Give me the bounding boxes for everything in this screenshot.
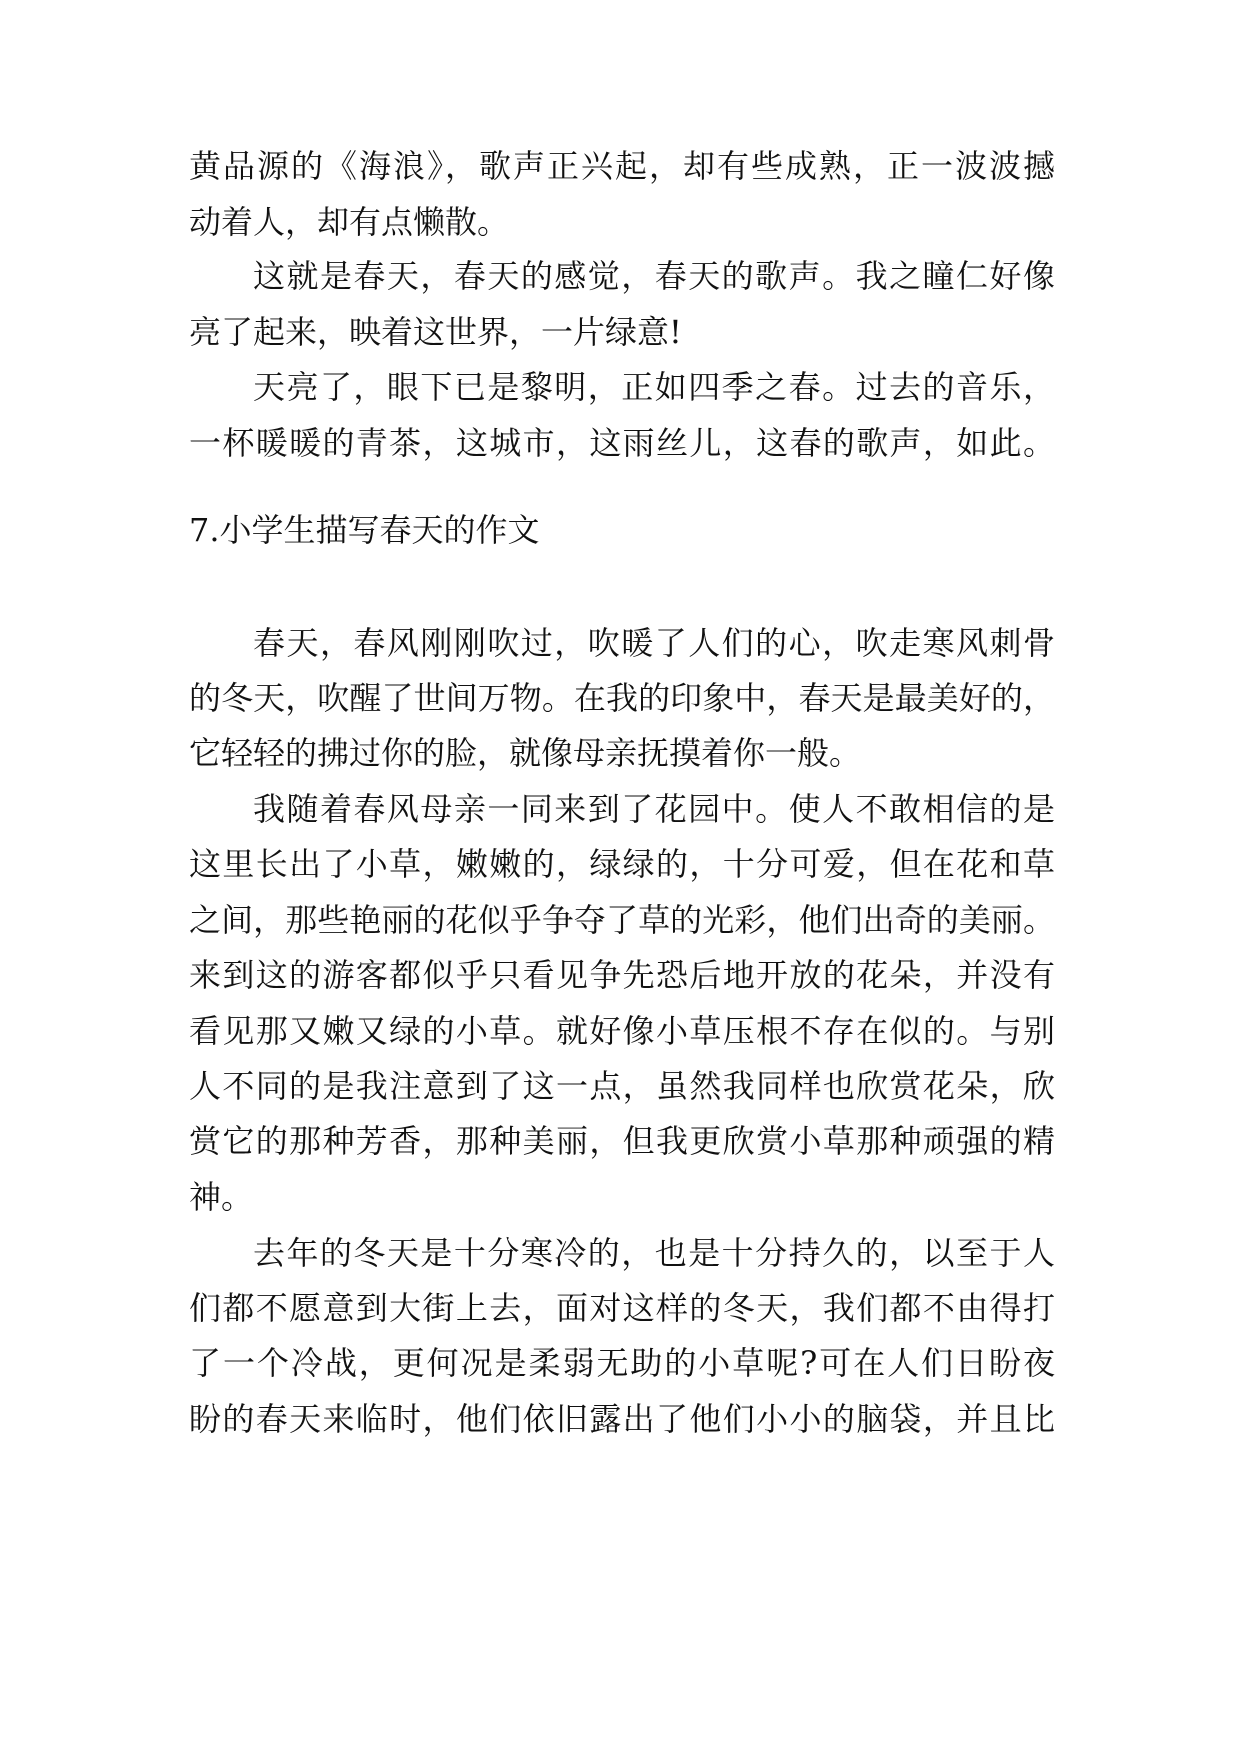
paragraph-line: 这里长出了小草，嫩嫩的，绿绿的，十分可爱，但在花和草 [189, 845, 1055, 883]
paragraph-line: 人不同的是我注意到了这一点，虽然我同样也欣赏花朵，欣 [189, 1067, 1055, 1105]
paragraph-line: 春天，春风刚刚吹过，吹暖了人们的心，吹走寒风刺骨 [253, 624, 1055, 662]
paragraph-line: 这就是春天，春天的感觉，春天的歌声。我之瞳仁好像 [253, 257, 1055, 295]
paragraph-line: 赏它的那种芳香，那种美丽，但我更欣赏小草那种顽强的精 [189, 1122, 1055, 1160]
paragraph-line: 神。 [189, 1178, 254, 1216]
paragraph-line: 它轻轻的拂过你的脸，就像母亲抚摸着你一般。 [189, 734, 862, 772]
paragraph-line: 的冬天，吹醒了世间万物。在我的印象中，春天是最美好的， [189, 679, 1055, 717]
paragraph-line: 天亮了，眼下已是黎明，正如四季之春。过去的音乐， [253, 368, 1055, 406]
paragraph-line: 黄品源的《海浪》，歌声正兴起，却有些成熟，正一波波撼 [189, 147, 1055, 185]
paragraph-line: 去年的冬天是十分寒冷的，也是十分持久的，以至于人 [253, 1234, 1055, 1272]
paragraph-line: 盼的春天来临时，他们依旧露出了他们小小的脑袋，并且比 [189, 1400, 1055, 1438]
paragraph-line: 亮了起来，映着这世界，一片绿意! [189, 313, 682, 351]
paragraph-line: 我随着春风母亲一同来到了花园中。使人不敢相信的是 [253, 790, 1055, 828]
paragraph-line: 了一个冷战，更何况是柔弱无助的小草呢?可在人们日盼夜 [189, 1344, 1055, 1382]
paragraph-line: 们都不愿意到大街上去，面对这样的冬天，我们都不由得打 [189, 1289, 1055, 1327]
paragraph-line: 来到这的游客都似乎只看见争先恐后地开放的花朵，并没有 [189, 956, 1055, 994]
paragraph-line: 看见那又嫩又绿的小草。就好像小草压根不存在似的。与别 [189, 1012, 1055, 1050]
document-page [189, 0, 1055, 1754]
paragraph-line: 一杯暖暖的青茶，这城市，这雨丝儿，这春的歌声，如此。 [189, 424, 1055, 462]
paragraph-line: 之间，那些艳丽的花似乎争夺了草的光彩，他们出奇的美丽。 [189, 901, 1055, 939]
paragraph-line: 动着人，却有点懒散。 [189, 203, 510, 241]
section-heading: 7.小学生描写春天的作文 [189, 511, 540, 549]
